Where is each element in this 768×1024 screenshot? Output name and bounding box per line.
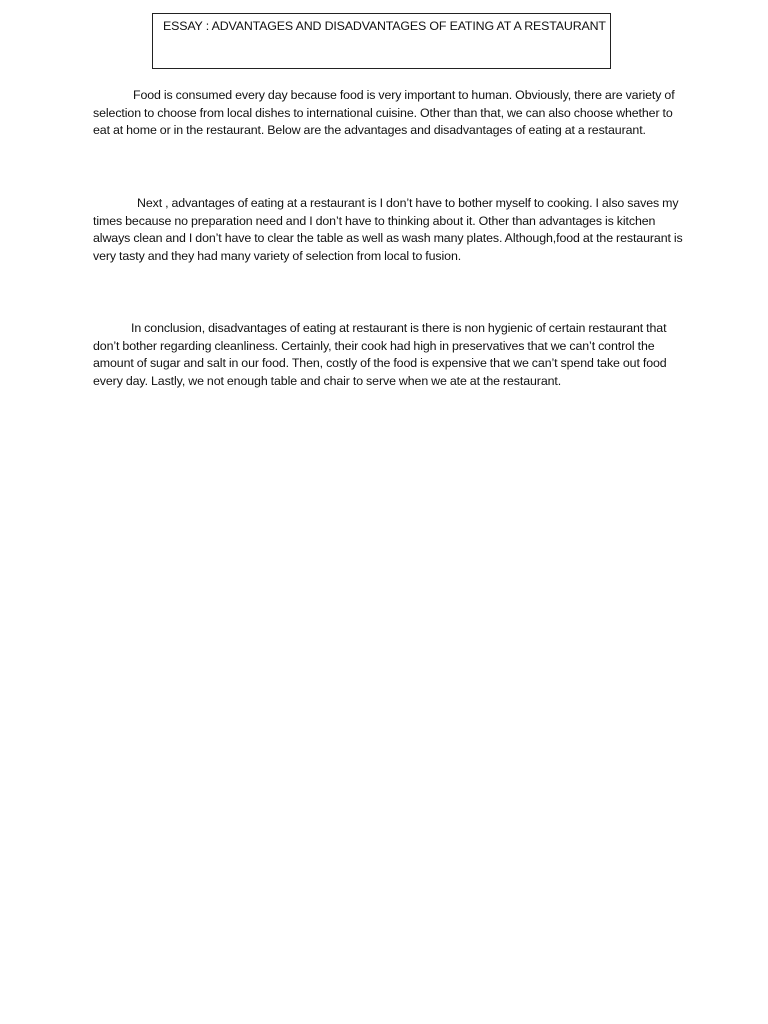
advantages-paragraph: Next , advantages of eating at a restaurant is I don’t have to bother myself to cooking. I also saves my times because no preparation need and I don’t have to thinking about it. Other than advantages is kitchen always clean and I don’t have to clear the table as well as wash many plates. Although,food at the restaurant is very tasty and they had many variety of selection from local to fusion. (93, 196, 683, 263)
introduction-paragraph: Food is consumed every day because food is very important to human. Obviously, there are variety of selection to choose from local dishes to international cuisine. Other than that, we can also choose whether to eat at home or in the restaurant. Below are the advantages and disadvantages of eating at a restaurant. (93, 88, 675, 138)
essay-title: ESSAY : ADVANTAGES AND DISADVANTAGES OF EATING AT A RESTAURANT (163, 19, 606, 33)
essay-title-box (152, 13, 611, 69)
conclusion-paragraph: In conclusion, disadvantages of eating at restaurant is there is non hygienic of certain restaurant that don’t bother regarding cleanliness. Certainly, their cook had high in preservatives that we can’t control the amount of sugar and salt in our food. Then, costly of the food is expensive that we can’t spend take out food every day. Lastly, we not enough table and chair to serve when we ate at the restaurant. (93, 321, 667, 388)
